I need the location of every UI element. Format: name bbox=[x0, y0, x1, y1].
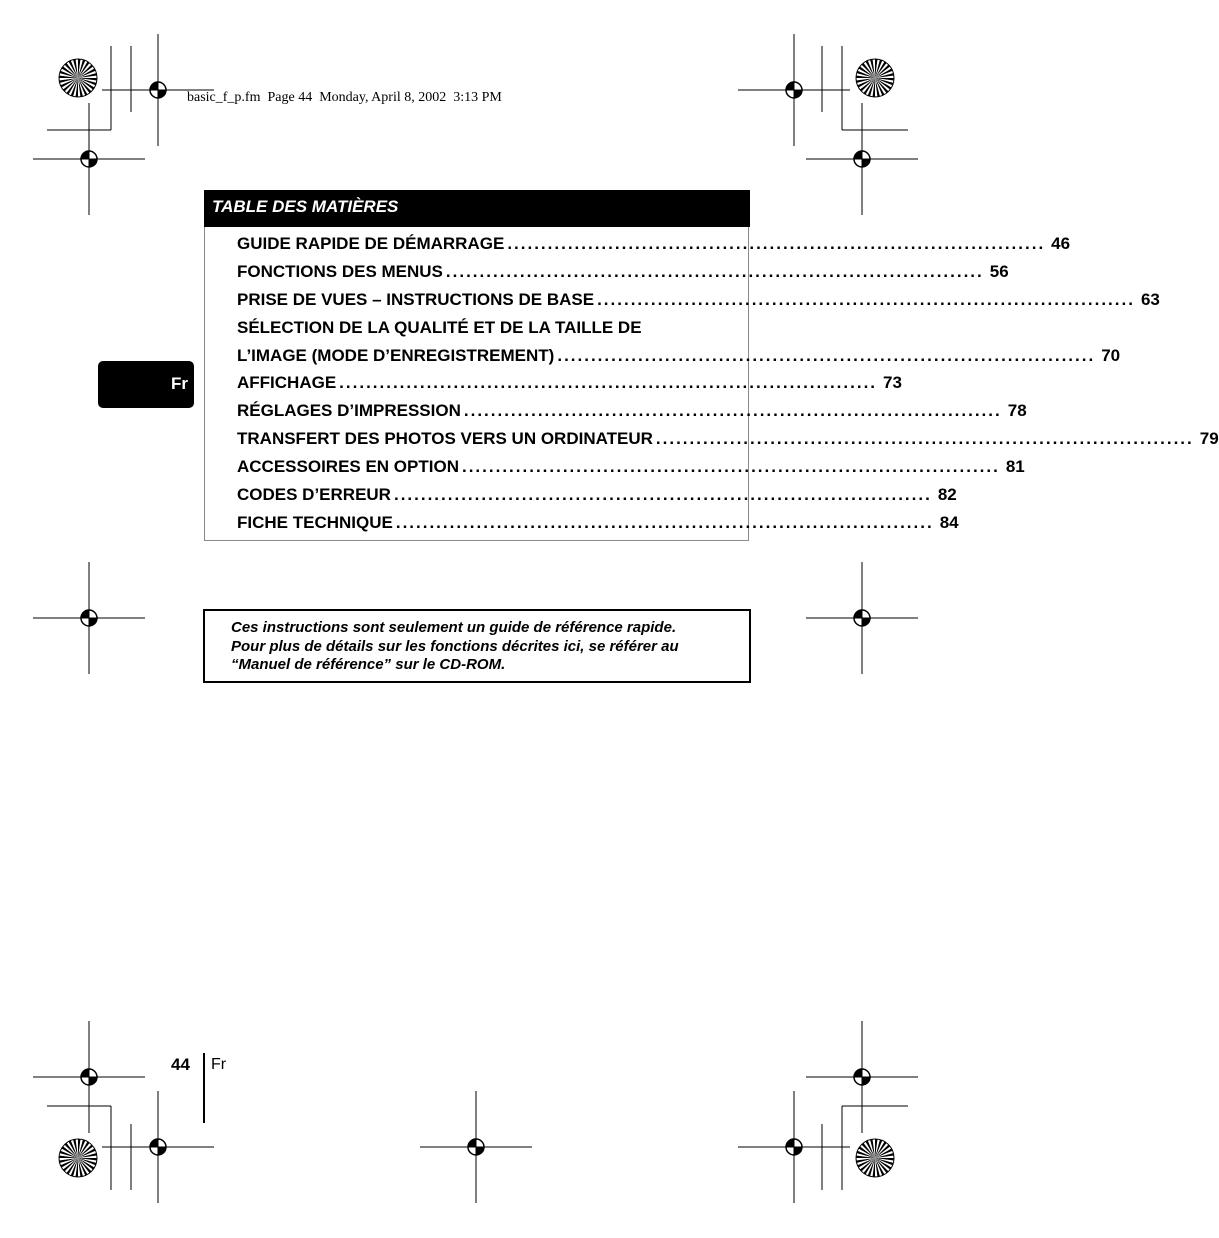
toc-dot-leader: ................................................................................ bbox=[393, 485, 932, 505]
toc-entry-title: CODES D’ERREUR bbox=[237, 485, 391, 505]
toc-entry bbox=[237, 453, 1025, 481]
toc-entry-title: FICHE TECHNIQUE bbox=[237, 512, 393, 532]
toc-entry-page: 79 bbox=[1199, 429, 1219, 449]
toc-entry-page: 78 bbox=[1007, 401, 1027, 421]
registration-starburst-icon bbox=[59, 1139, 97, 1177]
language-tab bbox=[98, 361, 194, 408]
footer-divider bbox=[203, 1053, 205, 1123]
toc-entry bbox=[237, 342, 1121, 370]
toc-entry-page: 63 bbox=[1140, 289, 1160, 309]
toc-dot-leader: ................................................................................ bbox=[395, 512, 934, 532]
toc-dot-leader: ................................................................................ bbox=[461, 457, 1000, 477]
registration-crosshair-icon bbox=[806, 103, 918, 215]
toc-entry-page: 70 bbox=[1101, 345, 1121, 365]
registration-starburst-icon bbox=[856, 1139, 894, 1177]
registration-crosshair-icon bbox=[33, 1021, 145, 1133]
registration-crosshair-icon bbox=[102, 1091, 214, 1203]
toc-entry-page: 82 bbox=[937, 485, 957, 505]
toc-entry-title: ACCESSOIRES EN OPTION bbox=[237, 457, 459, 477]
toc-entry-page: 81 bbox=[1005, 457, 1025, 477]
toc-entry-title: FONCTIONS DES MENUS bbox=[237, 261, 443, 281]
toc-entry bbox=[237, 509, 959, 537]
registration-crosshair-icon bbox=[806, 1021, 918, 1133]
language-tab-label: Fr bbox=[171, 374, 188, 393]
registration-starburst-icon bbox=[856, 59, 894, 97]
toc-entry bbox=[237, 425, 1219, 453]
toc-entry-page: 84 bbox=[939, 512, 959, 532]
toc-entry-title: SÉLECTION DE LA QUALITÉ ET DE LA TAILLE DE bbox=[237, 317, 642, 337]
registration-crosshair-icon bbox=[738, 34, 850, 146]
note-line: Ces instructions sont seulement un guide de référence rapide. bbox=[231, 619, 677, 636]
registration-crosshair-icon bbox=[738, 1091, 850, 1203]
registration-crosshair-icon bbox=[806, 562, 918, 674]
toc-entry-title: TRANSFERT DES PHOTOS VERS UN ORDINATEUR bbox=[237, 429, 653, 449]
toc-entry-page: 56 bbox=[989, 261, 1009, 281]
toc-dot-leader: ................................................................................ bbox=[339, 373, 878, 393]
note-line: Pour plus de détails sur les fonctions décrites ici, se référer au bbox=[231, 637, 679, 655]
toc-entry-title: GUIDE RAPIDE DE DÉMARRAGE bbox=[237, 234, 505, 253]
file-info-header: basic_f_p.fm Page 44 Monday, April 8, 2002 3:13 PM bbox=[187, 90, 502, 105]
toc-heading: TABLE DES MATIÈRES bbox=[204, 190, 750, 227]
toc-dot-leader: ................................................................................ bbox=[463, 401, 1002, 421]
toc-entry bbox=[237, 314, 724, 342]
toc-entry-title: RÉGLAGES D’IMPRESSION bbox=[237, 401, 461, 421]
registration-crosshair-icon bbox=[420, 1091, 532, 1203]
toc-entry bbox=[237, 286, 1160, 314]
registration-crosshair-icon bbox=[33, 103, 145, 215]
toc-dot-leader: ................................................................................ bbox=[655, 429, 1194, 449]
toc-entry-title: AFFICHAGE bbox=[237, 373, 337, 393]
page-number: 44 bbox=[171, 1055, 190, 1074]
toc-dot-leader: ................................................................................ bbox=[597, 289, 1135, 309]
toc-entry-page: 46 bbox=[1051, 234, 1071, 253]
toc-entry-title: L’IMAGE (MODE D’ENREGISTREMENT) bbox=[237, 345, 555, 365]
toc-dot-leader: ................................................................................ bbox=[445, 261, 984, 281]
toc-entry bbox=[237, 258, 1009, 286]
registration-starburst-icon bbox=[59, 59, 97, 97]
toc-entry bbox=[237, 230, 1071, 258]
toc-entry-title: PRISE DE VUES – INSTRUCTIONS DE BASE bbox=[237, 289, 595, 309]
toc-entry bbox=[237, 397, 1027, 425]
toc-list bbox=[237, 230, 1219, 537]
toc-entry bbox=[237, 481, 957, 509]
toc-entry-page: 73 bbox=[883, 373, 902, 393]
reference-note bbox=[203, 609, 751, 683]
note-line: “Manuel de référence” sur le CD-ROM. bbox=[231, 656, 506, 673]
registration-crosshair-icon bbox=[33, 562, 145, 674]
page-language: Fr bbox=[211, 1056, 227, 1073]
toc-dot-leader: ................................................................................ bbox=[557, 345, 1096, 365]
toc-entry bbox=[237, 369, 902, 397]
toc-dot-leader: ................................................................................ bbox=[507, 234, 1046, 253]
